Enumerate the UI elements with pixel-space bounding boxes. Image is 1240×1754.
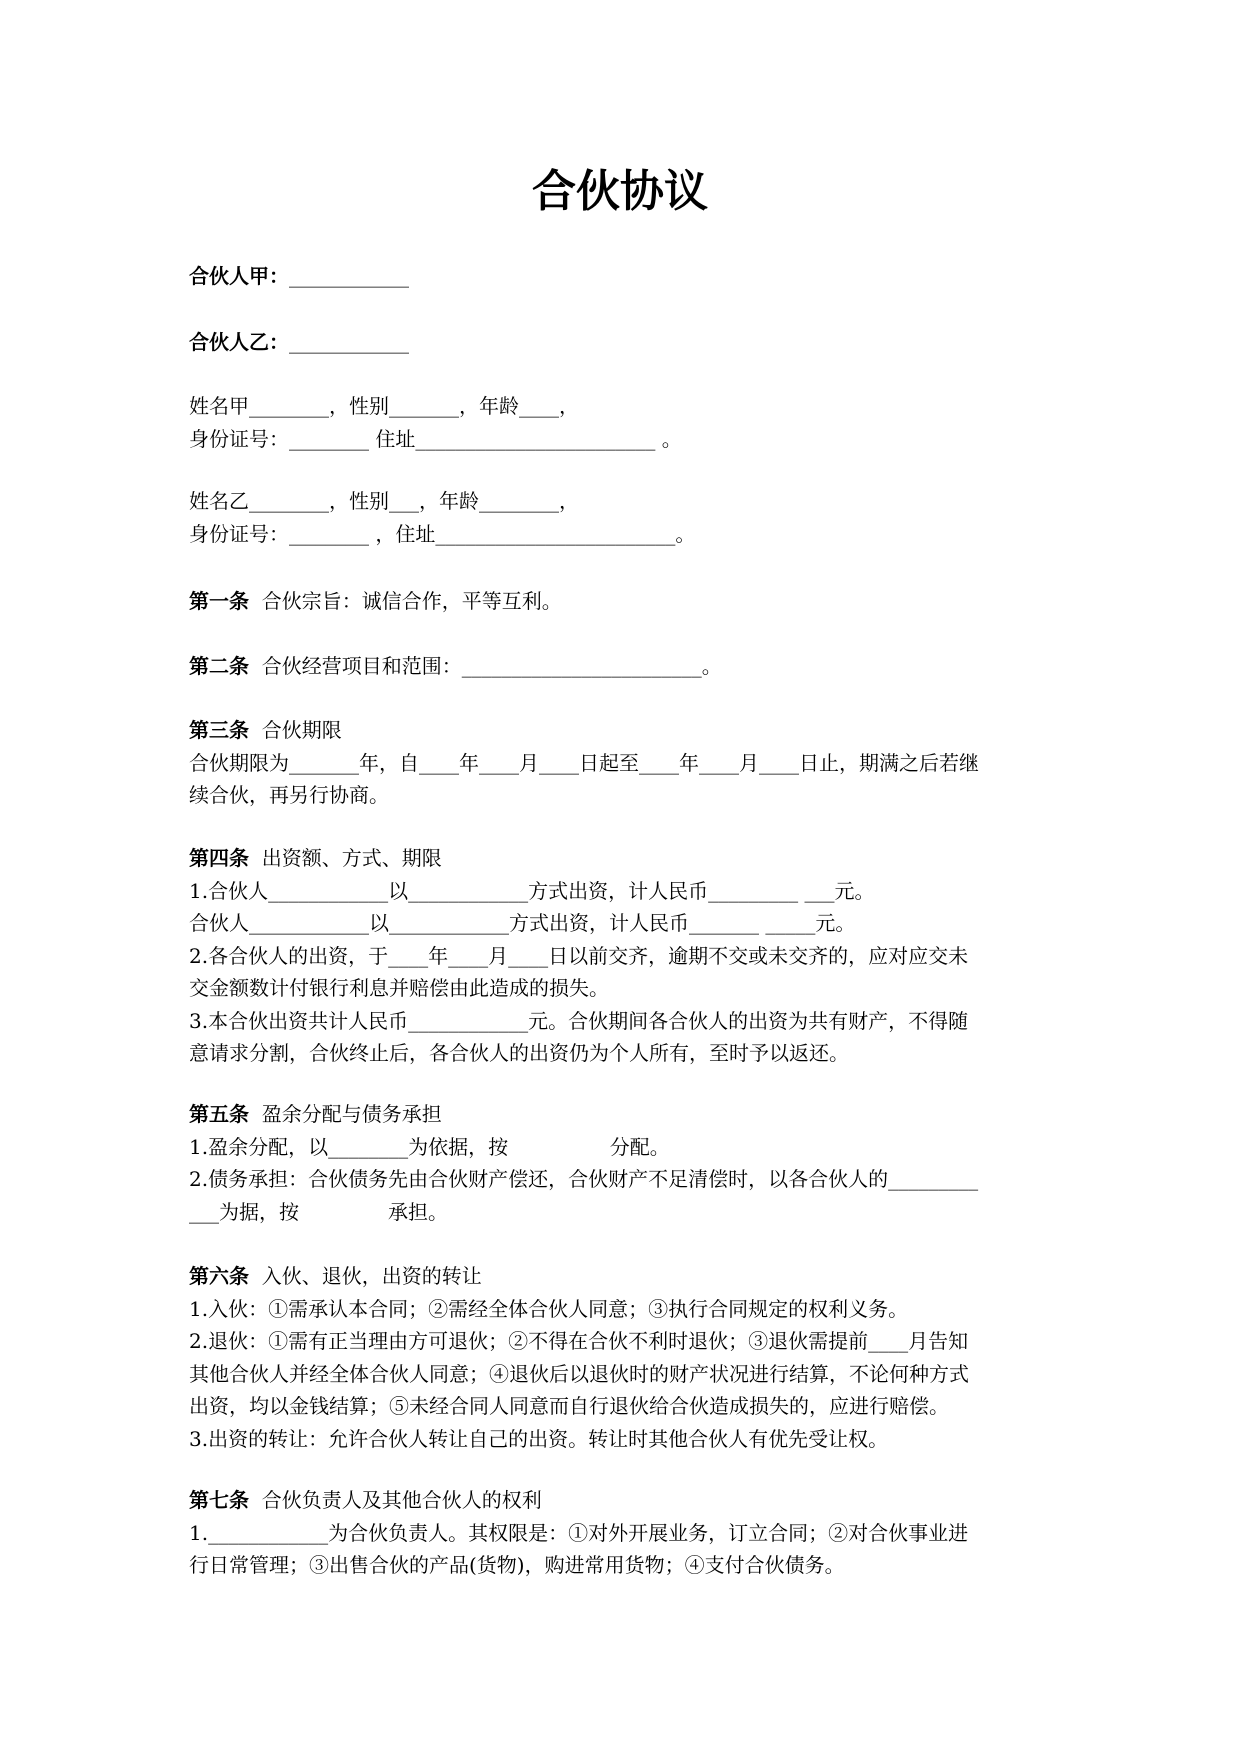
article-4-line-6: 意请求分割，合伙终止后，各合伙人的出资仍为个人所有，至时予以返还。 xyxy=(189,1041,849,1065)
article-5 xyxy=(189,1098,1059,1228)
partner-b-label: 合伙人乙： xyxy=(189,330,289,354)
person-a-info xyxy=(189,390,1059,455)
article-3-heading: 第三条 xyxy=(189,718,249,742)
person-b-line-2: 身份证号：________ ，住址________________________。 xyxy=(189,521,696,546)
article-1-heading: 第一条 xyxy=(189,589,249,613)
article-3-title: 合伙期限 xyxy=(261,718,342,742)
person-b-line-1: 姓名乙________，性别___，年龄________， xyxy=(189,489,579,513)
partner-b-blank: ____________ xyxy=(289,330,409,354)
article-6 xyxy=(189,1260,1059,1455)
person-a-line-2: 身份证号：________ 住址________________________ 。 xyxy=(189,426,682,451)
article-6-heading: 第六条 xyxy=(189,1264,249,1288)
article-2-title: 合伙经营项目和范围：________________________。 xyxy=(261,654,722,678)
article-4-title: 出资额、方式、期限 xyxy=(261,846,442,870)
article-5-line-3: ___为据，按 承担。 xyxy=(189,1199,449,1224)
person-a-line-1: 姓名甲________，性别_______，年龄____， xyxy=(189,394,579,418)
partner-a-line xyxy=(189,260,1059,293)
article-2 xyxy=(189,650,1059,683)
article-4 xyxy=(189,842,1059,1070)
article-7-title: 合伙负责人及其他合伙人的权利 xyxy=(261,1488,542,1512)
article-5-line-1: 1.盈余分配，以________为依据，按 分配。 xyxy=(189,1134,670,1159)
article-7 xyxy=(189,1484,1059,1582)
article-6-line-2: 2.退伙：①需有正当理由方可退伙；②不得在合伙不利时退伙；③退伙需提前____月告知 xyxy=(189,1329,969,1353)
article-4-heading: 第四条 xyxy=(189,846,249,870)
partner-b-line xyxy=(189,326,1059,359)
article-3-line-2: 续合伙，再另行协商。 xyxy=(189,783,389,807)
article-2-heading: 第二条 xyxy=(189,654,249,678)
article-6-line-5: 3.出资的转让：允许合伙人转让自己的出资。转让时其他合伙人有优先受让权。 xyxy=(189,1426,889,1451)
article-3-line-1: 合伙期限为_______年，自____年____月____日起至____年____月____日止，期满之后若继 xyxy=(189,750,979,775)
person-b-info xyxy=(189,485,1059,550)
article-4-line-2: 合伙人____________以____________方式出资，计人民币_______ _____元。 xyxy=(189,911,856,935)
article-6-title: 入伙、退伙，出资的转让 xyxy=(261,1264,482,1288)
article-4-line-5: 3.本合伙出资共计人民币____________元。合伙期间各合伙人的出资为共有财产，不得随 xyxy=(189,1008,969,1033)
article-4-line-1: 1.合伙人____________以____________方式出资，计人民币_________ ___元。 xyxy=(189,878,875,903)
article-6-line-4: 出资，均以金钱结算；⑤未经合同人同意而自行退伙给合伙造成损失的，应进行赔偿。 xyxy=(189,1394,949,1418)
article-7-heading: 第七条 xyxy=(189,1488,249,1512)
article-5-heading: 第五条 xyxy=(189,1102,249,1126)
article-7-line-2: 行日常管理；③出售合伙的产品(货物)，购进常用货物；④支付合伙债务。 xyxy=(189,1553,845,1577)
partner-a-blank: ____________ xyxy=(289,264,409,288)
article-1 xyxy=(189,585,1059,618)
article-6-line-1: 1.入伙：①需承认本合同；②需经全体合伙人同意；③执行合同规定的权利义务。 xyxy=(189,1296,909,1321)
article-5-line-2: 2.债务承担：合伙债务先由合伙财产偿还，合伙财产不足清偿时，以各合伙人的_________ xyxy=(189,1167,979,1191)
document-title: 合伙协议 xyxy=(532,166,708,217)
article-4-line-4: 交金额数计付银行利息并赔偿由此造成的损失。 xyxy=(189,976,609,1000)
article-7-line-1: 1.____________为合伙负责人。其权限是：①对外开展业务，订立合同；②对合伙事业进 xyxy=(189,1520,969,1545)
article-1-title: 合伙宗旨：诚信合作，平等互利。 xyxy=(261,589,562,613)
article-6-line-3: 其他合伙人并经全体合伙人同意；④退伙后以退伙时的财产状况进行结算，不论何种方式 xyxy=(189,1361,969,1386)
article-3 xyxy=(189,714,1059,812)
article-4-line-3: 2.各合伙人的出资，于____年____月____日以前交齐，逾期不交或未交齐的，应对应交未 xyxy=(189,943,969,968)
article-5-title: 盈余分配与债务承担 xyxy=(261,1102,442,1126)
partner-a-label: 合伙人甲： xyxy=(189,264,289,288)
